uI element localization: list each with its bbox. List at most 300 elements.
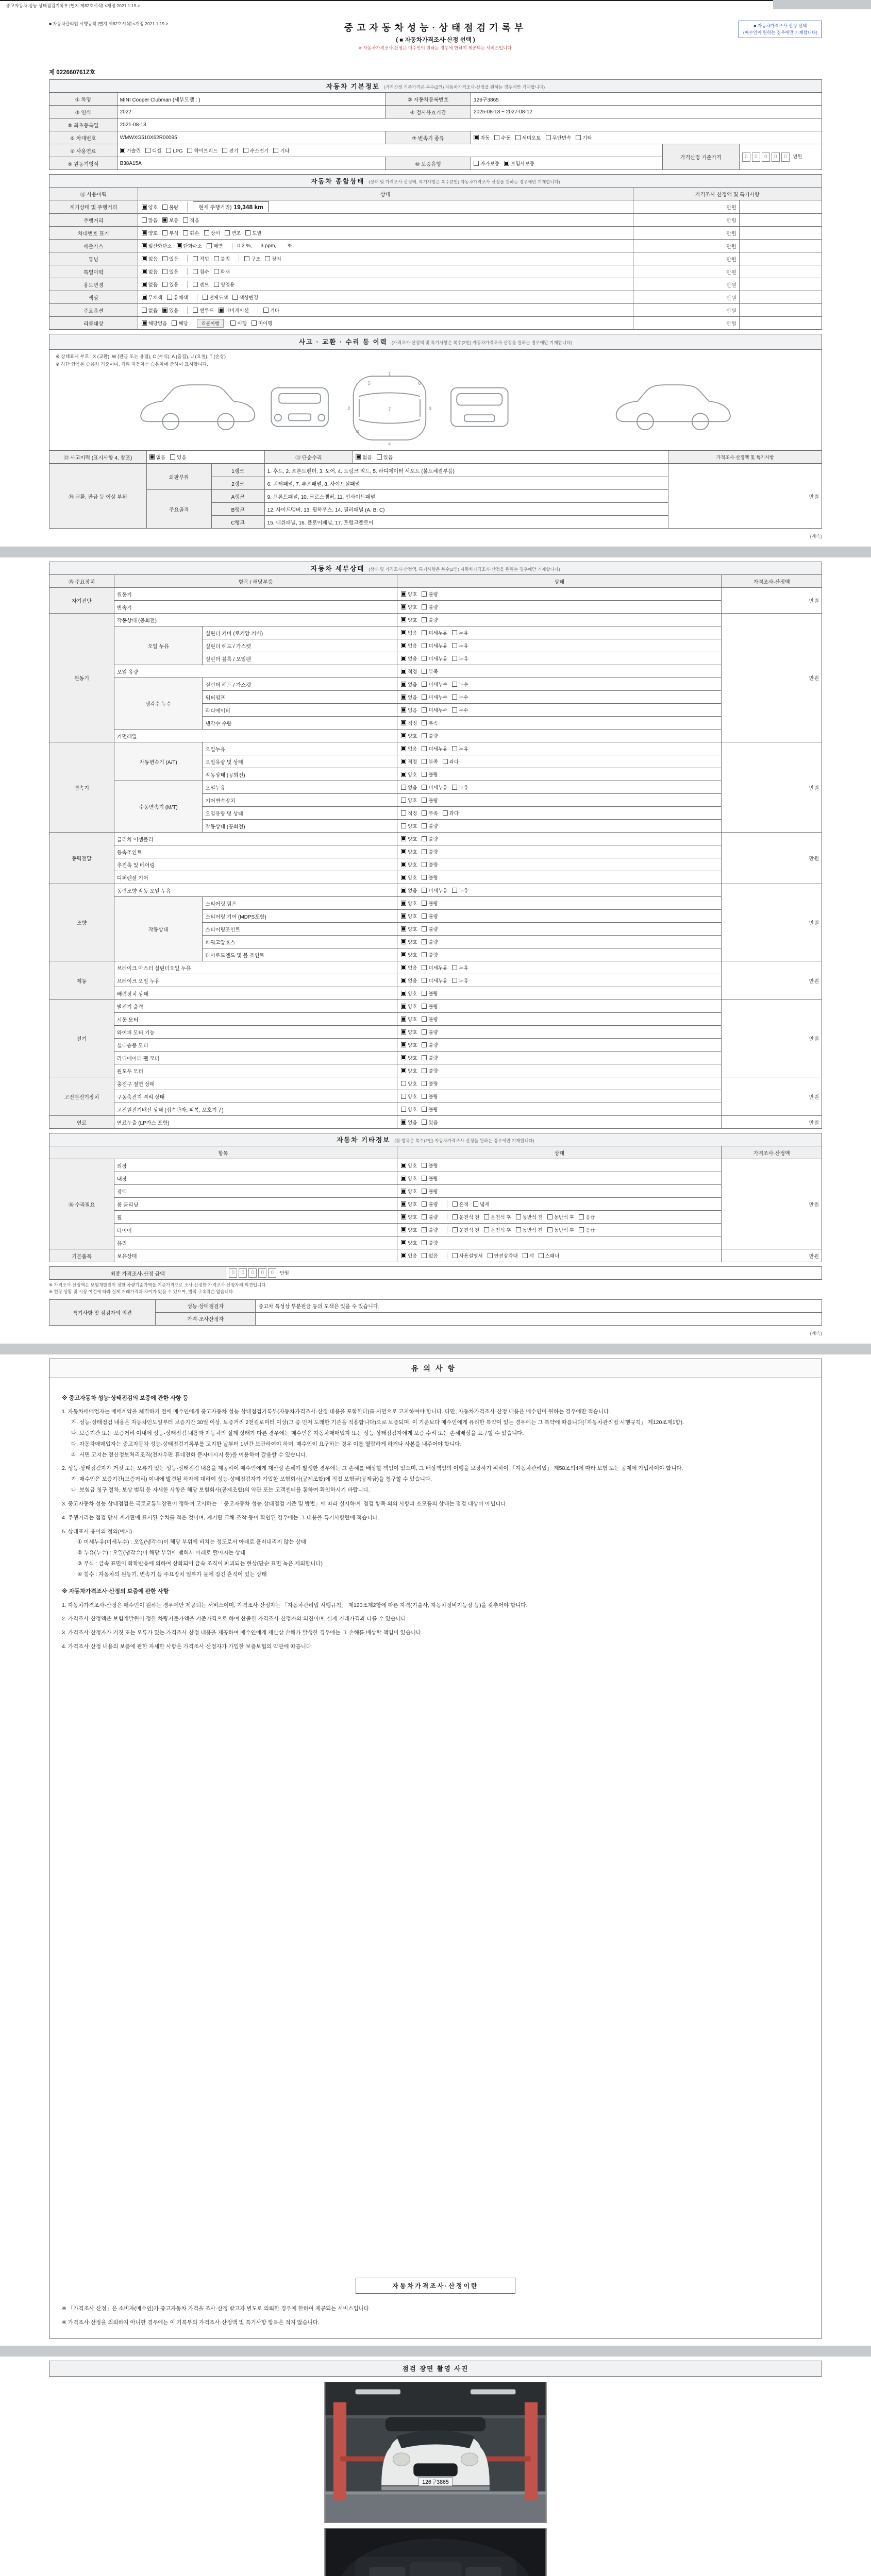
detail-col-device: ⑮ 주요장치: [49, 575, 114, 588]
remark-cell: [739, 252, 822, 265]
checkbox-option[interactable]: 훼손: [183, 229, 199, 236]
checkbox-option[interactable]: 미이행: [252, 319, 273, 327]
checkbox-option[interactable]: 양호: [401, 732, 417, 739]
price-cell: 만원: [633, 227, 739, 240]
checkbox-option[interactable]: 없음: [401, 693, 417, 701]
checkbox-option[interactable]: 없음: [401, 642, 417, 649]
damage-diagram-box: [49, 350, 822, 450]
checkbox-option[interactable]: 양호: [401, 1200, 417, 1208]
state-cell: [397, 1236, 722, 1249]
checkbox-option[interactable]: 양호: [401, 1003, 417, 1010]
photo-section-header: 점검 장면 촬영 사진: [49, 2361, 822, 2377]
checkbox-option[interactable]: 양호: [401, 616, 417, 623]
item-label: 휠: [114, 1211, 397, 1224]
item-label: 오일누유: [203, 742, 397, 755]
checkbox-option[interactable]: 없음: [142, 255, 158, 262]
checkbox-option[interactable]: 썬루프: [193, 307, 214, 314]
state-cell: [397, 1185, 722, 1198]
checkbox-option[interactable]: 운전석 후: [484, 1226, 511, 1233]
checkbox-option[interactable]: 불량: [422, 732, 438, 739]
checkbox-option[interactable]: 사용설명서: [453, 1252, 483, 1259]
checkbox-option[interactable]: 양호: [401, 1015, 417, 1023]
state-cell: [397, 1198, 722, 1211]
checkbox-option[interactable]: 기타: [263, 307, 279, 314]
document-title-note: ※ 자동차가격조사·산정은 매수인이 원하는 경우에 한하여 제공되는 서비스입니다.: [358, 45, 513, 50]
page-2: [0, 557, 871, 1344]
checkbox-option[interactable]: 양호: [401, 603, 417, 611]
checkbox-option[interactable]: 없음: [401, 977, 417, 984]
checkbox-option[interactable]: 있음: [422, 1118, 438, 1126]
price-cell: 만원: [633, 278, 739, 291]
remark-cell: [739, 317, 822, 330]
checkbox-option[interactable]: 없음: [401, 706, 417, 714]
checkbox-option[interactable]: 양호: [401, 771, 417, 778]
final-price-value: [226, 1267, 822, 1280]
checkbox-option[interactable]: 이행: [230, 319, 246, 327]
checkbox-option[interactable]: 누수: [452, 693, 468, 701]
checkbox-option[interactable]: 불량: [422, 1226, 438, 1233]
checkbox-option[interactable]: 적정: [401, 809, 417, 817]
checkbox-option[interactable]: 없음: [401, 1118, 417, 1126]
checkbox-option[interactable]: 자가보증: [474, 160, 499, 167]
checkbox-option[interactable]: 변조: [225, 229, 241, 236]
checkbox-option[interactable]: 동반석 전: [516, 1226, 543, 1233]
checkbox-option[interactable]: 양호: [401, 822, 417, 829]
continue-mark: (계속): [810, 534, 822, 539]
checkbox-option[interactable]: 보통: [162, 216, 178, 224]
checkbox-option[interactable]: 불량: [422, 835, 438, 842]
device-group-label: 변속기: [49, 742, 114, 833]
document-subtitle: ( ■ 자동차가격조사·산정 선택 ): [396, 37, 475, 43]
base-price-value: [739, 144, 822, 170]
checkbox-option[interactable]: 미세누유: [422, 655, 447, 662]
checkbox-option[interactable]: 미세누유: [422, 964, 447, 971]
checkbox-option[interactable]: 누수: [452, 706, 468, 714]
checkbox-option[interactable]: 불량: [422, 874, 438, 881]
checkbox-option[interactable]: 미세누수: [422, 706, 447, 714]
checkbox-option[interactable]: 없음: [422, 1252, 438, 1259]
checkbox-option[interactable]: 양호: [401, 1028, 417, 1036]
checkbox-option[interactable]: 양호: [401, 835, 417, 842]
amount-digit-box: 0: [229, 1268, 237, 1278]
checkbox-option[interactable]: 적음: [183, 216, 199, 224]
checkbox-option[interactable]: 양호: [401, 1188, 417, 1195]
checkbox-option[interactable]: 누유: [452, 964, 468, 971]
document-number: 제 022660761Z호: [49, 70, 95, 76]
checkbox-option[interactable]: 과다: [443, 758, 459, 765]
checkbox-option[interactable]: 양호: [401, 1080, 417, 1087]
checkbox-option[interactable]: 불량: [422, 990, 438, 997]
checkbox-option[interactable]: 기타: [576, 134, 592, 141]
state-cell: [397, 1211, 722, 1224]
checkbox-option[interactable]: 누유: [452, 655, 468, 662]
notice-line: ※ 가격조사·산정을 의뢰하지 아니한 경우에는 이 기록부의 가격조사·산정액 및 특기사항 항목은 적지 않습니다.: [62, 2319, 320, 2326]
checkbox-option[interactable]: 무채색: [142, 294, 163, 301]
checkbox-option[interactable]: 부식: [162, 229, 178, 236]
basic-info-table: [49, 79, 822, 170]
checkbox-option[interactable]: 양호: [401, 590, 417, 598]
item-label: 오일누유: [203, 781, 397, 794]
checkbox-option[interactable]: 응급: [579, 1226, 595, 1233]
checkbox-option[interactable]: 불량: [422, 1041, 438, 1048]
accident-history-label: ⑫ 사고이력 (표시사항 4. 참조): [49, 451, 147, 464]
checkbox-option[interactable]: 양호: [401, 1239, 417, 1246]
checkbox-option[interactable]: 불량: [422, 1106, 438, 1113]
checkbox-option[interactable]: 양호: [401, 1067, 417, 1074]
appraiser-label: 가격·조사산정자: [155, 1312, 256, 1325]
item-label: 오일유량 및 상태: [203, 807, 397, 820]
checkbox-option[interactable]: 불량: [422, 1067, 438, 1074]
state-cell: [397, 1013, 722, 1026]
damage-legend-1: ※ 상태표시 부호 : X (교환), W (판금 또는 용접), C (부식), A (흠집), U (요철), T (손상): [56, 354, 226, 359]
state-cell: [397, 1077, 722, 1090]
checkbox-option[interactable]: 미세누유: [422, 745, 447, 752]
checkbox-option[interactable]: 미세누수: [422, 693, 447, 701]
checkbox-option[interactable]: 누유: [452, 977, 468, 984]
engine-type-value: B38A15A: [117, 157, 386, 170]
checkbox-option[interactable]: 하이브리드: [187, 147, 217, 154]
checkbox-option[interactable]: 자동: [474, 134, 490, 141]
price-cell: 만원: [722, 884, 822, 961]
checkbox-option[interactable]: 불량: [422, 1175, 438, 1182]
checkbox-option[interactable]: 흔적: [453, 1200, 468, 1208]
checkbox-option[interactable]: 네비게이션: [219, 307, 249, 314]
etc-info-table: [49, 1133, 822, 1262]
checkbox-option[interactable]: 침수: [193, 268, 209, 275]
checkbox-option[interactable]: 양호: [401, 900, 417, 907]
checkbox-option[interactable]: 부족: [422, 719, 438, 726]
checkbox-option[interactable]: 불량: [422, 848, 438, 855]
device-group-label: 기본품목: [49, 1249, 114, 1262]
checkbox-option[interactable]: 미세누유: [422, 977, 447, 984]
checkbox-option[interactable]: 가솔린: [120, 147, 141, 154]
checkbox-option[interactable]: 양호: [401, 1175, 417, 1182]
checkbox-option[interactable]: 해당없음: [142, 319, 167, 327]
checkbox-option[interactable]: 해당: [172, 319, 188, 327]
checkbox-option[interactable]: 냄새: [473, 1200, 489, 1208]
notice-line: ③ 부식 : 금속 표면이 화학반응에 의하여 산화되어 금속 조직이 파괴되는 현상(단순 표면 녹은 제외합니다): [77, 1561, 323, 1567]
checkbox-option[interactable]: 색상변경: [232, 294, 258, 301]
state-cell: [397, 923, 722, 936]
checkbox-option[interactable]: 불량: [422, 1028, 438, 1036]
continue-mark: (계속): [810, 1330, 822, 1336]
checkbox-option[interactable]: 응급: [579, 1213, 595, 1221]
checkbox-option[interactable]: 운전석 전: [453, 1226, 479, 1233]
checkbox-option[interactable]: 양호: [142, 229, 158, 236]
state-cell: [397, 755, 722, 768]
device-group-label: 조향: [49, 884, 114, 961]
checkbox-option[interactable]: LPG: [166, 148, 182, 154]
fuel-options: [117, 144, 662, 157]
state-cell: [397, 1064, 722, 1077]
checkbox-option[interactable]: 없음: [401, 745, 417, 752]
checkbox-option[interactable]: 불량: [422, 796, 438, 804]
final-note-2: ※ 현장 상황 및 시장 여건에 따라 실제 거래가격과 차이가 있을 수 있으며, 법적 구속력은 없습니다.: [49, 1289, 234, 1294]
checkbox-option[interactable]: 부족: [422, 809, 438, 817]
checkbox-option[interactable]: 불량: [422, 1054, 438, 1061]
overall-section-header: 자동차 종합상태 (상태 및 가격조사·산정액, 특기사항은 복수(2인) 자동차가격조사·산정을 원하는 경우에만 기재합니다): [49, 175, 822, 188]
checkbox-option[interactable]: 스패너: [539, 1252, 560, 1259]
checkbox-option[interactable]: 불량: [422, 590, 438, 598]
price-cell: 만원: [633, 240, 739, 252]
base-price-label: 가격산정 기준가격: [662, 144, 739, 170]
checkbox-option[interactable]: 없음: [149, 453, 165, 461]
rank-items: 15. 대쉬패널, 16. 플로어패널, 17. 트렁크플로어: [264, 516, 668, 529]
checkbox-option[interactable]: 없음: [142, 281, 158, 288]
checkbox-option[interactable]: 없음: [142, 268, 158, 275]
checkbox-option[interactable]: 불량: [422, 1093, 438, 1100]
checkbox-option[interactable]: 운전석 후: [484, 1213, 511, 1221]
state-cell: [397, 1172, 722, 1185]
checkbox-option[interactable]: 적법: [193, 255, 209, 262]
checkbox-option[interactable]: 불량: [422, 1162, 438, 1169]
state-cell: [397, 807, 722, 820]
detail-col-item: 항목 / 해당부품: [114, 575, 397, 588]
detail-col-price: 가격조사·산정액: [722, 575, 822, 588]
notice-line: 5. 상태표시 용어의 정의(예시): [62, 1528, 132, 1535]
checkbox-option[interactable]: 도말: [245, 229, 261, 236]
checkbox-option[interactable]: 양호: [401, 1106, 417, 1113]
checkbox-option[interactable]: 양호: [142, 204, 158, 211]
checkbox-option[interactable]: 동반석 후: [547, 1213, 574, 1221]
checkbox-option[interactable]: 있음: [377, 453, 393, 461]
checkbox-option[interactable]: 양호: [401, 848, 417, 855]
state-cell: [397, 987, 722, 1000]
checkbox-option[interactable]: 양호: [401, 1054, 417, 1061]
state-cell: [397, 678, 722, 691]
checkbox-option[interactable]: 양호: [401, 1162, 417, 1169]
price-cell: 만원: [633, 214, 739, 227]
checkbox-option[interactable]: 양호: [401, 912, 417, 920]
checkbox-option[interactable]: 누유: [452, 784, 468, 791]
checkbox-option[interactable]: 적정: [401, 668, 417, 675]
remark-cell: [739, 240, 822, 252]
car-damage-diagram: [126, 369, 745, 447]
checkbox-option[interactable]: 렌트: [193, 281, 209, 288]
notice-line: 2. 가격조사·산정액은 보험개발원이 정한 차량기준가액을 기준가격으로 하여 산출한 가격조사·산정자의 의견이며, 실제 거래가격과 다를 수 있습니다.: [62, 1616, 408, 1622]
checkbox-option[interactable]: 없음: [142, 307, 158, 314]
checkbox-option[interactable]: 없음: [401, 655, 417, 662]
state-cell: [397, 961, 722, 974]
checkbox-option[interactable]: 전체도색: [203, 294, 228, 301]
checkbox-option[interactable]: 부족: [422, 668, 438, 675]
checkbox-option[interactable]: 양호: [401, 925, 417, 933]
checkbox-option[interactable]: 있음: [162, 307, 178, 314]
svg-text:7: 7: [388, 406, 391, 412]
checkbox-option[interactable]: 있음: [162, 281, 178, 288]
checkbox-option[interactable]: 있음: [401, 1252, 417, 1259]
checkbox-option[interactable]: 불량: [422, 616, 438, 623]
accident-history-options: [146, 451, 264, 464]
rank-label: B랭크: [211, 503, 264, 516]
checkbox-option[interactable]: 잭: [523, 1252, 534, 1259]
checkbox-option[interactable]: 세미오토: [515, 134, 541, 141]
item-label: 룸 클리닝: [114, 1198, 397, 1211]
checkbox-option[interactable]: 수동: [494, 134, 510, 141]
checkbox-option[interactable]: 양호: [401, 1093, 417, 1100]
price-cell: 만원: [722, 1000, 822, 1077]
warranty-options: [471, 157, 663, 170]
item-label: 원동기: [114, 588, 397, 601]
engine-type-label: ⑨ 원동기형식: [49, 157, 118, 170]
checkbox-option[interactable]: 불량: [422, 1200, 438, 1208]
checkbox-option[interactable]: 안전삼각대: [488, 1252, 518, 1259]
price-cell: 만원: [668, 464, 822, 529]
checkbox-option[interactable]: 양호: [401, 938, 417, 945]
checkbox-option[interactable]: 미세누유: [422, 642, 447, 649]
state-cell: [397, 1026, 722, 1039]
checkbox-option[interactable]: 양호: [401, 990, 417, 997]
item-label: 구동축전지 격리 상태: [114, 1090, 397, 1103]
item-label: 스티어링 기어 (MDPS포함): [203, 910, 397, 923]
checkbox-option[interactable]: 누유: [452, 887, 468, 894]
checkbox-option[interactable]: 일산화탄소: [142, 242, 172, 249]
checkbox-option[interactable]: 매연: [207, 242, 223, 249]
checkbox-option[interactable]: 불법: [214, 255, 230, 262]
checkbox-option[interactable]: 양호: [401, 874, 417, 881]
checkbox-option[interactable]: 누유: [452, 629, 468, 636]
checkbox-option[interactable]: 누수: [452, 681, 468, 688]
odometer-box: 현재 주행거리) 19,348 km: [193, 201, 269, 212]
checkbox-option[interactable]: 장치: [265, 255, 281, 262]
item-label: 내장: [114, 1172, 397, 1185]
checkbox-option[interactable]: 동반석 후: [547, 1226, 574, 1233]
checkbox-option[interactable]: 불량: [422, 771, 438, 778]
checkbox-option[interactable]: 상이: [204, 229, 220, 236]
price-cell: 만원: [633, 291, 739, 304]
checkbox-option[interactable]: 미세누유: [422, 784, 447, 791]
checkbox-option[interactable]: 양호: [401, 1213, 417, 1221]
item-label: 시동 모터: [114, 1013, 397, 1026]
price-cell: 만원: [722, 1159, 822, 1249]
checkbox-option[interactable]: 미세누유: [422, 887, 447, 894]
checkbox-option[interactable]: 구조: [244, 255, 260, 262]
checkbox-option[interactable]: 불량: [422, 603, 438, 611]
checkbox-option[interactable]: 있음: [170, 453, 186, 461]
simple-repair-options: [353, 451, 668, 464]
state-cell: [397, 833, 722, 845]
checkbox-option[interactable]: 양호: [401, 796, 417, 804]
checkbox-option[interactable]: 무단변속: [546, 134, 572, 141]
checkbox-option[interactable]: 없음: [401, 629, 417, 636]
checkbox-option[interactable]: 미세누수: [422, 681, 447, 688]
appraiser-comment: [256, 1312, 822, 1325]
final-price-label: 최종 가격조사·산정 금액: [49, 1267, 226, 1280]
simple-repair-label: ⑬ 단순수리: [264, 451, 353, 464]
checkbox-option[interactable]: 적정: [401, 758, 417, 765]
form-revision-note: 중고자동차 성능·상태점검기록부 [별지 제82호서식] <개정 2021.1.19.>: [6, 3, 140, 8]
svg-text:2: 2: [347, 405, 350, 411]
amount-digit-box: 0: [258, 1268, 266, 1278]
checkbox-option[interactable]: 있음: [162, 255, 178, 262]
checkbox-option[interactable]: 불량: [422, 1015, 438, 1023]
page-gap: [0, 547, 773, 557]
checkbox-option[interactable]: 화재: [214, 268, 230, 275]
checkbox-option[interactable]: 없음: [401, 887, 417, 894]
checkbox-option[interactable]: 불량: [422, 1213, 438, 1221]
rank-label: 1랭크: [211, 464, 264, 477]
checkbox-option[interactable]: 양호: [401, 861, 417, 868]
checkbox-option[interactable]: 누유: [452, 642, 468, 649]
item-label: 실내송풍 모터: [114, 1039, 397, 1052]
checkbox-option[interactable]: 없음: [401, 784, 417, 791]
item-label: 와이퍼 모터 기능: [114, 1026, 397, 1039]
checkbox-option[interactable]: 불량: [422, 912, 438, 920]
checkbox-option[interactable]: 전기: [222, 147, 238, 154]
page-3: [0, 1354, 871, 2346]
checkbox-option[interactable]: 양호: [401, 1041, 417, 1048]
checkbox-option[interactable]: 운전석 전: [453, 1213, 479, 1221]
checkbox-option[interactable]: 미세누유: [422, 629, 447, 636]
checkbox-option[interactable]: 불량: [422, 1239, 438, 1246]
checkbox-option[interactable]: 디젤: [145, 147, 161, 154]
amount-digit-box: 0: [762, 152, 770, 162]
device-group-label: 전기: [49, 1000, 114, 1077]
state-cell: [138, 214, 633, 227]
price-cell: 만원: [633, 200, 739, 214]
checkbox-option[interactable]: 불량: [422, 1188, 438, 1195]
checkbox-option[interactable]: 있음: [162, 268, 178, 275]
item-label: 스티어링조인트: [203, 923, 397, 936]
checkbox-option[interactable]: 불량: [162, 204, 178, 211]
checkbox-option[interactable]: 적정: [401, 719, 417, 726]
item-label: 브레이크 오일 누유: [114, 974, 397, 987]
checkbox-option[interactable]: 유채색: [167, 294, 188, 301]
notice-line: ② 누유(누수) : 오일(냉각수)이 해당 부위에 맺혀서 아래로 떨어지는 상태: [77, 1550, 246, 1556]
checkbox-option[interactable]: 기타: [273, 147, 289, 154]
checkbox-option[interactable]: 불량: [422, 1003, 438, 1010]
amount-digit-box: 0: [781, 152, 790, 162]
checkbox-option[interactable]: 불량: [422, 900, 438, 907]
item-label: 광택: [114, 1185, 397, 1198]
checkbox-option[interactable]: 과다: [443, 809, 459, 817]
device-group-label: 용도변경: [49, 278, 138, 291]
state-cell: [397, 1159, 722, 1172]
final-price-table: [49, 1266, 822, 1280]
price-cell: 만원: [722, 1249, 822, 1262]
notice-body: [49, 1378, 822, 2268]
rank-items: 12. 사이드멤버, 13. 휠하우스, 14. 필러패널 (A, B, C): [264, 503, 668, 516]
checkbox-option[interactable]: 없음: [401, 681, 417, 688]
checkbox-option[interactable]: 영업용: [214, 281, 235, 288]
checkbox-option[interactable]: 불량: [422, 951, 438, 958]
checkbox-option[interactable]: 누유: [452, 745, 468, 752]
checkbox-option[interactable]: 없음: [401, 964, 417, 971]
accident-section-header: 사고 · 교환 · 수리 등 이력 (가격조사·산정액 및 특기사항은 복수(2인) 자동차가격조사·산정을 원하는 경우에만 기재합니다): [49, 334, 822, 350]
device-group-label: 계기상태 및 주행거리: [49, 200, 138, 214]
checkbox-option[interactable]: 없음: [356, 453, 372, 461]
checkbox-option[interactable]: 불량: [422, 925, 438, 933]
checkbox-option[interactable]: 양호: [401, 1226, 417, 1233]
checkbox-option[interactable]: 불량: [422, 822, 438, 829]
transmission-options: [471, 131, 822, 144]
checkbox-option[interactable]: 불량: [422, 861, 438, 868]
state-cell: [397, 897, 722, 910]
checkbox-option[interactable]: 동반석 전: [516, 1213, 543, 1221]
checkbox-option[interactable]: 수소전기: [243, 147, 269, 154]
reg-no-value: 126구3865: [471, 93, 822, 106]
checkbox-option[interactable]: 불량: [422, 938, 438, 945]
checkbox-option[interactable]: 탄화수소: [177, 242, 203, 249]
checkbox-option[interactable]: 양호: [401, 951, 417, 958]
vin-value: WMWXG510X62R00095: [117, 131, 386, 144]
state-cell: [397, 1249, 722, 1262]
checkbox-option[interactable]: 많음: [142, 216, 158, 224]
checkbox-option[interactable]: 부족: [422, 758, 438, 765]
checkbox-option[interactable]: 불량: [422, 1080, 438, 1087]
subgroup-label: 수동변속기 (M/T): [114, 781, 203, 833]
checkbox-option[interactable]: 보험사보증: [504, 160, 534, 167]
